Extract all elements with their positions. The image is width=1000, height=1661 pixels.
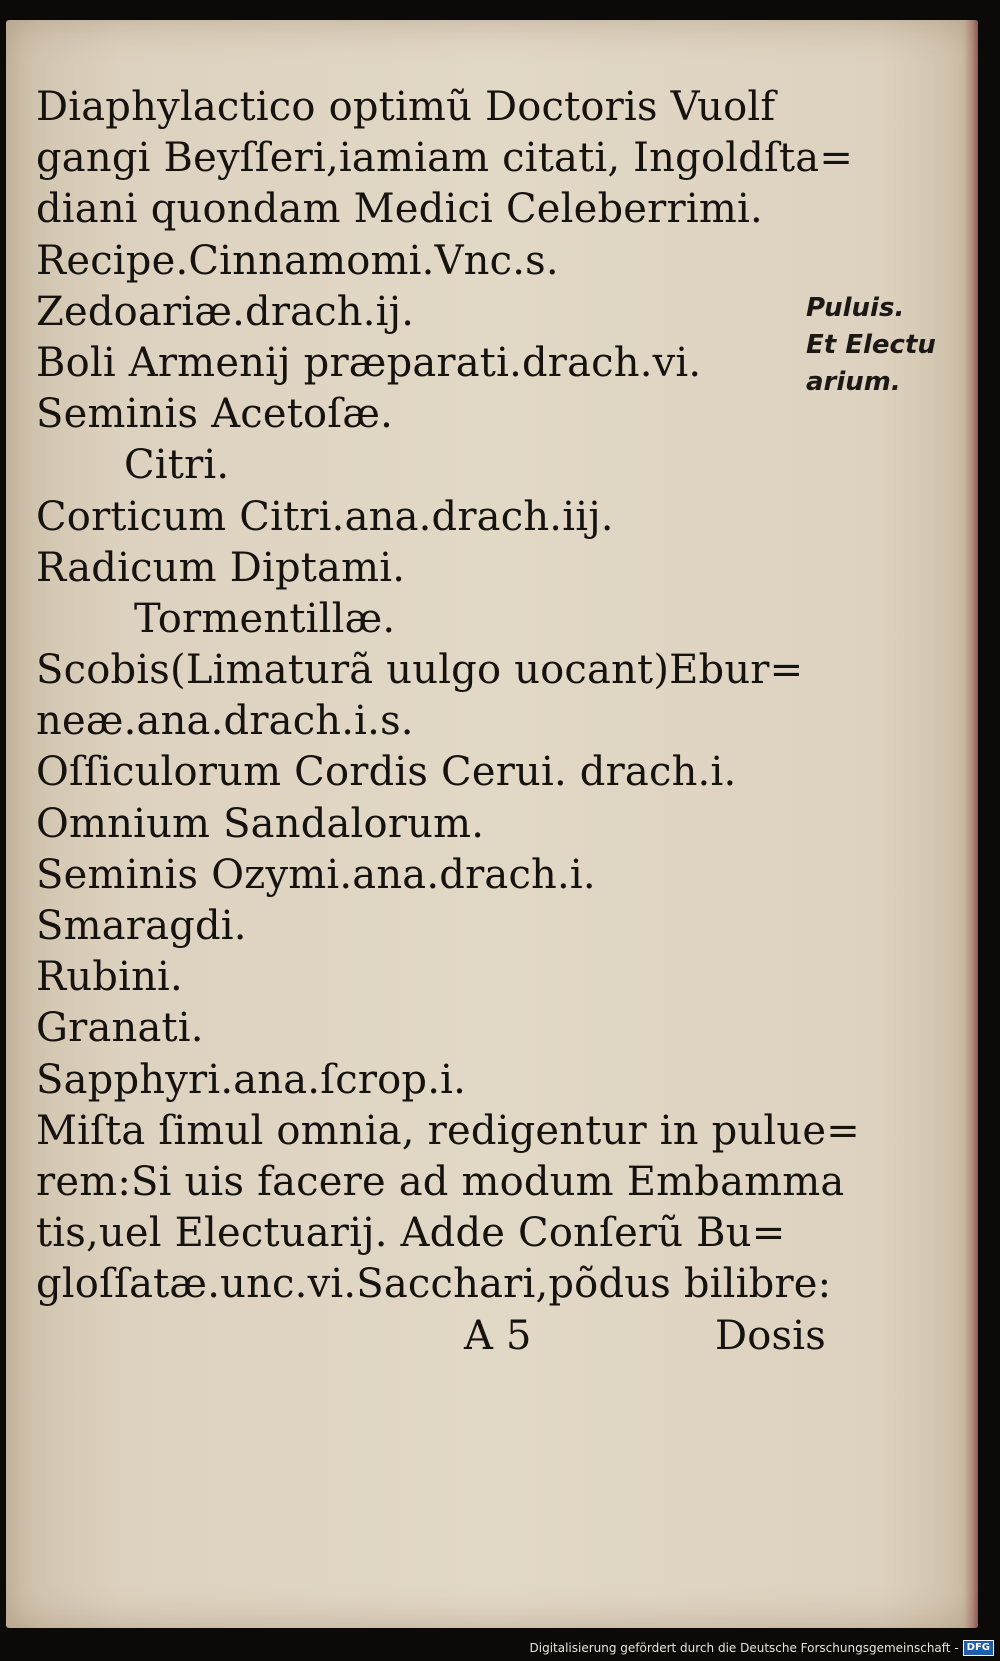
margin-note: [806, 290, 936, 401]
catch-line: [36, 1311, 826, 1362]
text-line: rem:Si uis facere ad modum Embamma: [36, 1158, 845, 1205]
text-line: neæ.ana.drach.i.s.: [36, 698, 414, 745]
text-line: Oſſiculorum Cordis Cerui. drach.i.: [36, 749, 737, 796]
text-line: diani quondam Medici Celeberrimi.: [36, 186, 763, 233]
text-line: Tormentillæ.: [134, 595, 396, 642]
margin-note-line: arium.: [806, 367, 901, 397]
page-edge: [964, 20, 978, 1628]
text-line: Corticum Citri.ana.drach.iij.: [36, 493, 614, 540]
text-line: Diaphylactico optimũ Doctoris Vuolf: [36, 84, 776, 130]
text-line: Rubini.: [36, 954, 183, 1001]
footer-text: Digitalisierung gefördert durch die Deutsche Forschungsgemeinschaft -: [529, 1641, 959, 1655]
text-line: Seminis Acetoſæ.: [36, 391, 394, 438]
text-line: Boli Armenij præparati.drach.vi.: [36, 339, 702, 386]
digitization-footer: [530, 1638, 995, 1658]
text-line: Sapphyri.ana.ſcrop.i.: [36, 1056, 467, 1103]
text-line: Radicum Diptami.: [36, 544, 406, 591]
book-page: [6, 20, 978, 1628]
text-line: Citri.: [124, 442, 230, 489]
text-line: Zedoariæ.drach.ij.: [36, 288, 415, 335]
text-line: tis,uel Electuarij. Adde Conſerũ Bu=: [36, 1210, 786, 1257]
text-line: Granati.: [36, 1005, 204, 1052]
margin-note-line: Puluis.: [806, 293, 905, 323]
text-line: Scobis(Limaturã uulgo uocant)Ebur=: [36, 647, 804, 694]
text-line: Seminis Ozymi.ana.drach.i.: [36, 851, 596, 898]
text-line: Omnium Sandalorum.: [36, 800, 485, 847]
text-line: Miſta ſimul omnia, redigentur in pulue=: [36, 1107, 860, 1154]
catchword: Dosis: [715, 1312, 826, 1359]
dfg-logo: DFG: [963, 1640, 994, 1656]
signature-mark: A 5: [464, 1312, 532, 1359]
text-line: Smaragdi.: [36, 903, 247, 949]
text-line: Recipe.Cinnamomi.Vnc.s.: [36, 237, 559, 284]
margin-note-line: Et Electu: [806, 330, 936, 360]
text-line: gangi Beyſſeri,iamiam citati, Ingoldſta=: [36, 135, 854, 182]
text-line: gloſſatæ.unc.vi.Sacchari,põdus bilibre:: [36, 1261, 832, 1308]
